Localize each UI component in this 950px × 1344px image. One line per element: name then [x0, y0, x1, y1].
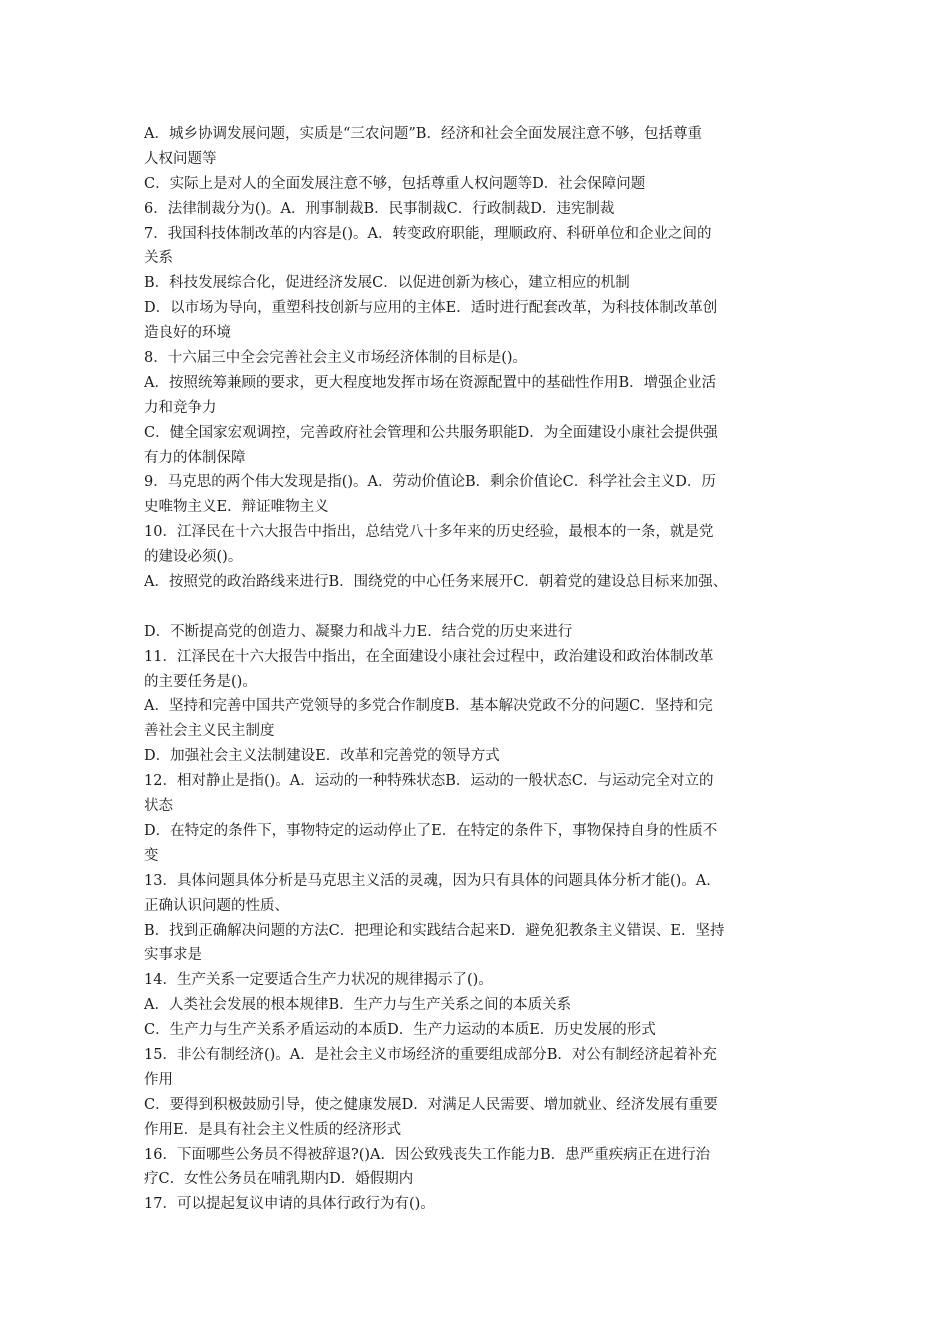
text-line: 的建设必须()。	[144, 549, 243, 566]
text-line: 9．马克思的两个伟大发现是指()。A．劳动价值论B．剩余价值论C．科学社会主义D．历	[144, 474, 716, 491]
text-line: D．不断提高党的创造力、凝聚力和战斗力E．结合党的历史来进行	[144, 623, 573, 640]
text-line: 变	[144, 847, 159, 864]
text-line: C．要得到积极鼓励引导，使之健康发展D．对满足人民需要、增加就业、经济发展有重要	[144, 1096, 718, 1113]
text-line: 10．江泽民在十六大报告中指出，总结党八十多年来的历史经验，最根本的一条，就是党	[144, 524, 714, 541]
text-line: A．按照党的政治路线来进行B．围绕党的中心任务来展开C．朝着党的建设总目标来加强、	[144, 574, 728, 591]
blank-line	[144, 595, 824, 620]
text-line: 作用E．是具有社会主义性质的经济形式	[144, 1121, 402, 1138]
text-line: 关系	[144, 250, 173, 267]
text-line: D．以市场为导向，重塑科技创新与应用的主体E．适时进行配套改革，为科技体制改革创	[144, 300, 718, 317]
text-line: 疗C．女性公务员在哺乳期内D．婚假期内	[144, 1171, 414, 1188]
text-line: A．坚持和完善中国共产党领导的多党合作制度B．基本解决党政不分的问题C．坚持和完	[144, 698, 713, 715]
text-line: 16．下面哪些公务员不得被辞退?()A．因公致残丧失工作能力B．患严重疾病正在进行治	[144, 1146, 711, 1163]
text-line: 史唯物主义E．辩证唯物主义	[144, 499, 329, 516]
text-line: 力和竞争力	[144, 399, 217, 416]
text-line: 作用	[144, 1071, 173, 1088]
text-line: 造良好的环境	[144, 325, 231, 342]
text-line: 有力的体制保障	[144, 449, 246, 466]
text-line: A．人类社会发展的根本规律B．生产力与生产关系之间的本质关系	[144, 997, 572, 1014]
text-line: 8．十六届三中全会完善社会主义市场经济体制的目标是()。	[144, 350, 528, 367]
text-line: 正确认识问题的性质、	[144, 897, 289, 914]
text-line: C．健全国家宏观调控，完善政府社会管理和公共服务职能D．为全面建设小康社会提供强	[144, 424, 718, 441]
text-line: A．按照统筹兼顾的要求，更大程度地发挥市场在资源配置中的基础性作用B．增强企业活	[144, 374, 717, 391]
text-line: 状态	[144, 798, 173, 815]
text-line: D．在特定的条件下，事物特定的运动停止了E．在特定的条件下，事物保持自身的性质不	[144, 822, 718, 839]
text-line: A．城乡协调发展问题，实质是“三农问题”B．经济和社会全面发展注意不够，包括尊重	[144, 126, 702, 142]
text-line: C．生产力与生产关系矛盾运动的本质D．生产力运动的本质E．历史发展的形式	[144, 1022, 656, 1039]
text-line: 的主要任务是()。	[144, 673, 257, 690]
text-line: 6．法律制裁分为()。A．刑事制裁B．民事制裁C．行政制裁D．违宪制裁	[144, 200, 615, 217]
text-line: 13．具体问题具体分析是马克思主义活的灵魂，因为只有具体的问题具体分析才能()。A．	[144, 872, 721, 889]
text-line: 善社会主义民主制度	[144, 723, 275, 740]
text-line: C．实际上是对人的全面发展注意不够，包括尊重人权问题等D．社会保障问题	[144, 175, 646, 192]
text-line: 17．可以提起复议申请的具体行政行为有()。	[144, 1196, 435, 1213]
document-body	[144, 122, 824, 1217]
text-line: 11．江泽民在十六大报告中指出，在全面建设小康社会过程中，政治建设和政治体制改革	[144, 648, 714, 665]
text-line: 15．非公有制经济()。A．是社会主义市场经济的重要组成部分B．对公有制经济起着补充	[144, 1046, 717, 1063]
text-line: B．找到正确解决问题的方法C．把理论和实践结合起来D．避免犯教条主义错误、E．坚持	[144, 922, 725, 939]
text-line: 实事求是	[144, 947, 202, 964]
text-line: D．加强社会主义法制建设E．改革和完善党的领导方式	[144, 748, 500, 765]
text-line: 12．相对静止是指()。A．运动的一种特殊状态B．运动的一般状态C．与运动完全对立的	[144, 773, 714, 790]
text-line: 14．生产关系一定要适合生产力状况的规律揭示了()。	[144, 972, 493, 989]
text-line: 人权问题等	[144, 150, 217, 167]
text-line: B．科技发展综合化，促进经济发展C．以促进创新为核心，建立相应的机制	[144, 275, 630, 292]
text-line: 7．我国科技体制改革的内容是()。A．转变政府职能，理顺政府、科研单位和企业之间的	[144, 225, 712, 242]
